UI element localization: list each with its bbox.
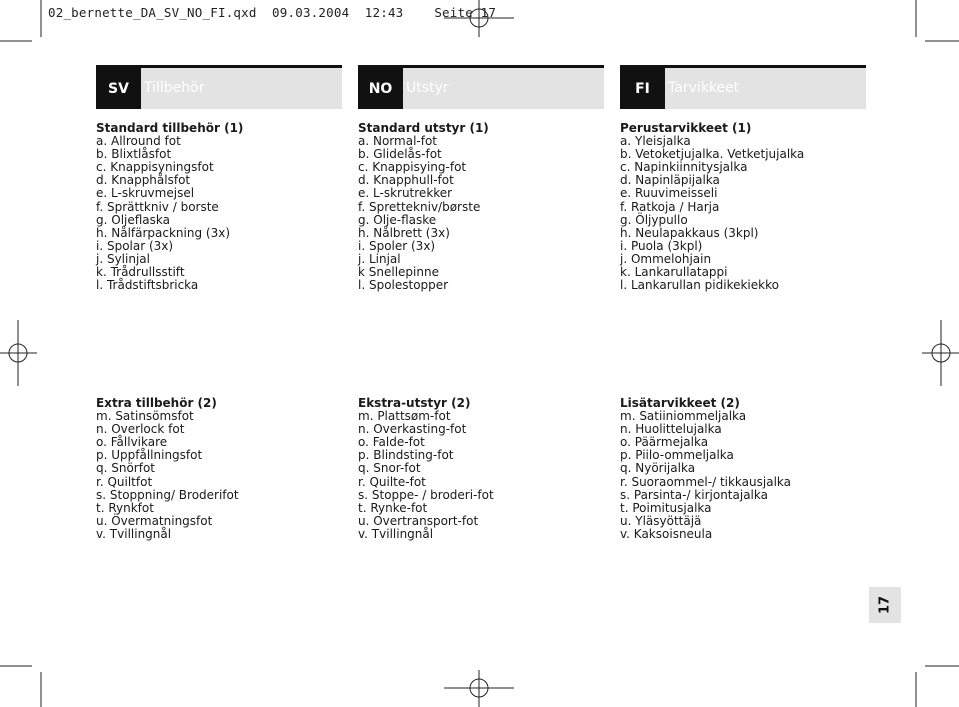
- list-title: Standard utstyr (1): [358, 121, 489, 135]
- list-item: l. Lankarullan pidikekiekko: [620, 278, 779, 293]
- list-item: p. Blindsting-fot: [358, 448, 454, 463]
- list-item: m. Satinsömsfot: [96, 409, 194, 424]
- header-fi: [620, 65, 866, 109]
- list-item: v. Tvillingnål: [96, 526, 172, 541]
- header-title-sv: Tillbehör: [144, 80, 205, 96]
- list-item: n. Overlock fot: [96, 422, 185, 437]
- registration-mark-bottom: [444, 670, 514, 707]
- list-item: l. Spolestopper: [358, 278, 449, 293]
- header-no: [358, 65, 604, 109]
- list-item: q. Snörfot: [96, 461, 156, 476]
- list-item: o. Falde-fot: [358, 435, 425, 450]
- header-sv: [96, 65, 342, 109]
- language-code-fi: FI: [620, 68, 665, 109]
- list-item: k Snellepinne: [358, 265, 439, 280]
- standard-list-sv: [96, 122, 341, 292]
- list-item: a. Normal-fot: [358, 134, 438, 149]
- list-item: h. Nålbrett (3x): [358, 225, 450, 240]
- list-item: a. Allround fot: [96, 134, 181, 149]
- list-item: k. Lankarullatappi: [620, 265, 728, 280]
- list-item: m. Plattsøm-fot: [358, 409, 451, 424]
- list-title: Perustarvikkeet (1): [620, 121, 752, 135]
- registration-mark-right: [922, 320, 959, 386]
- list-item: e. L-skruvmejsel: [96, 186, 195, 201]
- list-item: j. Linjal: [358, 251, 401, 266]
- list-item: k. Trådrullsstift: [96, 265, 185, 280]
- list-item: g. Olje-flaske: [358, 212, 437, 227]
- page-number-tab: [869, 587, 901, 623]
- list-item: a. Yleisjalka: [620, 134, 691, 149]
- list-item: s. Stoppning/ Broderifot: [96, 487, 239, 502]
- list-item: b. Glidelås-fot: [358, 147, 442, 162]
- list-item: r. Quilte-fot: [358, 474, 426, 489]
- extra-list-no: [358, 397, 603, 541]
- header-title-fi: Tarvikkeet: [668, 80, 740, 96]
- list-item: p. Uppfållningsfot: [96, 448, 203, 463]
- list-item: f. Sprettekniv/børste: [358, 199, 481, 214]
- list-item: s. Stoppe- / broderi-fot: [358, 487, 494, 502]
- list-item: u. Yläsyöttäjä: [620, 513, 702, 528]
- list-item: o. Päärmejalka: [620, 435, 709, 450]
- list-item: p. Piilo-ommeljalka: [620, 448, 734, 463]
- page-number: 17: [877, 595, 893, 615]
- registration-mark-left: [0, 320, 37, 386]
- list-item: t. Poimitusjalka: [620, 500, 712, 515]
- list-title: Extra tillbehör (2): [96, 396, 217, 410]
- list-item: c. Napinkiinnitysjalka: [620, 160, 748, 175]
- list-item: d. Napinläpijalka: [620, 173, 720, 188]
- list-item: d. Knapphålsfot: [96, 173, 191, 188]
- list-item: q. Nyörijalka: [620, 461, 696, 476]
- language-code-no: NO: [358, 68, 403, 109]
- list-item: n. Overkasting-fot: [358, 422, 467, 437]
- standard-list-fi: [620, 122, 865, 292]
- list-item: q. Snor-fot: [358, 461, 421, 476]
- header-title-no: Utstyr: [406, 80, 449, 96]
- list-item: u. Övermatningsfot: [96, 513, 213, 528]
- list-item: j. Sylinjal: [96, 251, 150, 266]
- list-item: i. Spolar (3x): [96, 238, 174, 253]
- list-item: o. Fållvikare: [96, 435, 168, 450]
- list-item: v. Tvillingnål: [358, 526, 434, 541]
- list-item: h. Neulapakkaus (3kpl): [620, 225, 759, 240]
- list-item: l. Trådstiftsbricka: [96, 278, 199, 293]
- list-item: r. Suoraommel-/ tikkausjalka: [620, 474, 791, 489]
- list-item: b. Blixtlåsfot: [96, 147, 172, 162]
- list-item: n. Huolittelujalka: [620, 422, 722, 437]
- registration-mark-top: [444, 0, 514, 37]
- slug-file: 02_bernette_DA_SV_NO_FI.qxd: [48, 5, 257, 20]
- list-item: i. Spoler (3x): [358, 238, 436, 253]
- extra-list-sv: [96, 397, 341, 541]
- slug-page-label: Seite 17: [434, 5, 497, 20]
- list-item: u. Overtransport-fot: [358, 513, 479, 528]
- list-title: Lisätarvikkeet (2): [620, 396, 740, 410]
- list-item: i. Puola (3kpl): [620, 238, 703, 253]
- list-item: j. Ommelohjain: [620, 251, 712, 266]
- list-item: t. Rynkfot: [96, 500, 154, 515]
- list-item: d. Knapphull-fot: [358, 173, 454, 188]
- list-item: g. Oljeflaska: [96, 212, 170, 227]
- list-item: b. Vetoketjujalka. Vetketjujalka: [620, 147, 805, 162]
- slug-date: 09.03.2004: [272, 5, 350, 20]
- list-item: t. Rynke-fot: [358, 500, 428, 515]
- list-item: e. L-skrutrekker: [358, 186, 453, 201]
- list-item: e. Ruuvimeisseli: [620, 186, 718, 201]
- extra-list-fi: [620, 397, 865, 541]
- list-item: m. Satiiniommeljalka: [620, 409, 747, 424]
- language-code-sv: SV: [96, 68, 141, 109]
- list-item: r. Quiltfot: [96, 474, 153, 489]
- slug-time: 12:43: [364, 5, 404, 20]
- list-title: Ekstra-utstyr (2): [358, 396, 471, 410]
- list-item: s. Parsinta-/ kirjontajalka: [620, 487, 768, 502]
- list-item: v. Kaksoisneula: [620, 526, 713, 541]
- list-item: h. Nålfärpackning (3x): [96, 225, 231, 240]
- list-item: f. Sprättkniv / borste: [96, 199, 219, 214]
- list-item: c. Knappisying-fot: [358, 160, 467, 175]
- list-item: g. Öljypullo: [620, 212, 688, 227]
- list-item: f. Ratkoja / Harja: [620, 199, 720, 214]
- standard-list-no: [358, 122, 603, 292]
- list-title: Standard tillbehör (1): [96, 121, 244, 135]
- list-item: c. Knappisyningsfot: [96, 160, 214, 175]
